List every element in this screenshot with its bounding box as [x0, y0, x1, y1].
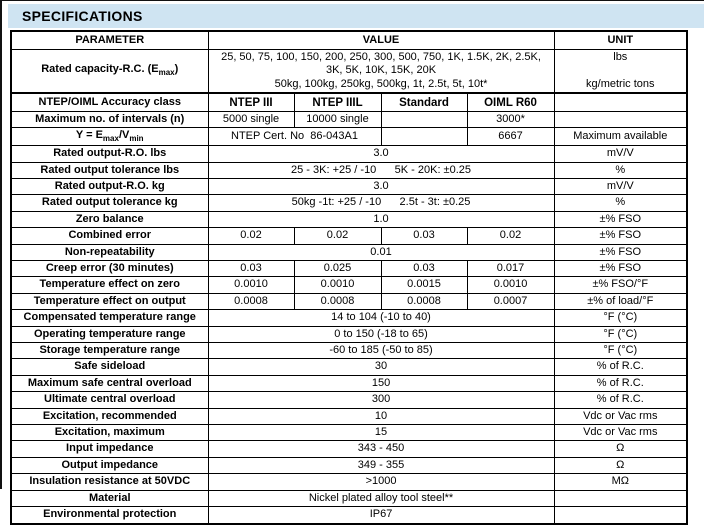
parameter-label-excitation-recommended: Excitation, recommended [11, 408, 208, 424]
unit-cell-excitation-maximum: Vdc or Vac rms [554, 425, 687, 441]
value-cell-safe-sideload: 30 [208, 359, 554, 375]
parameter-label-compensated-temp-range: Compensated temperature range [11, 310, 208, 326]
table-row-excitation-maximum [11, 425, 687, 441]
table-row-rated-output-tolerance-kg [11, 195, 687, 211]
table-row-combined-error [11, 228, 687, 244]
parameter-label-insulation-resistance: Insulation resistance at 50VDC [11, 474, 208, 490]
unit-cell-non-repeatability: ±% FSO [554, 244, 687, 260]
table-row-creep-error [11, 261, 687, 277]
value-cell-material: Nickel plated alloy tool steel** [208, 490, 554, 506]
parameter-label-input-impedance: Input impedance [11, 441, 208, 457]
column-header-value: VALUE [208, 31, 554, 49]
parameter-label-material: Material [11, 490, 208, 506]
value-cell-accuracy-class-1: NTEP III [208, 93, 294, 111]
unit-cell-storage-temp-range: °F (°C) [554, 343, 687, 359]
table-header-row [11, 31, 687, 49]
table-row-y-ratio [11, 128, 687, 146]
value-cell-insulation-resistance: >1000 [208, 474, 554, 490]
value-cell-max-intervals-4: 3000* [467, 111, 554, 127]
unit-cell-compensated-temp-range: °F (°C) [554, 310, 687, 326]
page-edge-line-top [0, 0, 704, 1]
unit-cell-input-impedance: Ω [554, 441, 687, 457]
value-cell-accuracy-class-4: OIML R60 [467, 93, 554, 111]
table-row-input-impedance [11, 441, 687, 457]
page-edge-line-left [0, 0, 2, 489]
table-row-temp-effect-zero [11, 277, 687, 293]
value-cell-temp-effect-output-2: 0.0008 [294, 293, 381, 309]
unit-cell-zero-balance: ±% FSO [554, 211, 687, 227]
table-row-non-repeatability [11, 244, 687, 260]
value-cell-combined-error-1: 0.02 [208, 228, 294, 244]
value-cell-combined-error-3: 0.03 [381, 228, 467, 244]
value-cell-creep-error-3: 0.03 [381, 261, 467, 277]
table-row-material [11, 490, 687, 506]
parameter-label-creep-error: Creep error (30 minutes) [11, 261, 208, 277]
table-row-accuracy-class [11, 93, 687, 111]
value-cell-input-impedance: 343 - 450 [208, 441, 554, 457]
parameter-label-environmental-protection: Environmental protection [11, 507, 208, 524]
table-row-safe-sideload [11, 359, 687, 375]
value-cell-temp-effect-zero-2: 0.0010 [294, 277, 381, 293]
value-cell-temp-effect-output-1: 0.0008 [208, 293, 294, 309]
table-row-zero-balance [11, 211, 687, 227]
table-row-ultimate-central-overload [11, 392, 687, 408]
unit-cell-material [554, 490, 687, 506]
unit-cell-ultimate-central-overload: % of R.C. [554, 392, 687, 408]
unit-cell-output-impedance: Ω [554, 457, 687, 473]
value-cell-max-safe-central-overload: 150 [208, 375, 554, 391]
value-cell-temp-effect-zero-1: 0.0010 [208, 277, 294, 293]
table-row-rated-output-tolerance-lbs [11, 162, 687, 178]
value-cell-accuracy-class-2: NTEP IIIL [294, 93, 381, 111]
parameter-label-accuracy-class: NTEP/OIML Accuracy class [11, 93, 208, 111]
table-row-max-safe-central-overload [11, 375, 687, 391]
unit-cell-y-ratio: Maximum available [554, 128, 687, 146]
parameter-label-zero-balance: Zero balance [11, 211, 208, 227]
unit-cell-environmental-protection [554, 507, 687, 524]
table-row-rated-capacity [11, 49, 687, 93]
table-row-insulation-resistance [11, 474, 687, 490]
value-cell-temp-effect-zero-3: 0.0015 [381, 277, 467, 293]
page-title: SPECIFICATIONS [22, 8, 143, 24]
unit-cell-rated-output-tolerance-kg: % [554, 195, 687, 211]
value-cell-rated-output-lbs: 3.0 [208, 146, 554, 162]
value-cell-accuracy-class-3: Standard [381, 93, 467, 111]
parameter-label-rated-output-kg: Rated output-R.O. kg [11, 178, 208, 194]
table-row-output-impedance [11, 457, 687, 473]
unit-cell-temp-effect-output: ±% of load/°F [554, 293, 687, 309]
column-header-unit: UNIT [554, 31, 687, 49]
unit-cell-max-intervals [554, 111, 687, 127]
unit-cell-rated-capacity: lbs kg/metric tons [554, 49, 687, 93]
value-cell-y-ratio-1: NTEP Cert. No 86-043A1 [208, 128, 381, 146]
parameter-label-rated-capacity: Rated capacity-R.C. $(E_{max})$ [11, 49, 208, 93]
column-header-parameter: PARAMETER [11, 31, 208, 49]
value-cell-max-intervals-1: 5000 single [208, 111, 294, 127]
parameter-label-non-repeatability: Non-repeatability [11, 244, 208, 260]
value-cell-combined-error-4: 0.02 [467, 228, 554, 244]
spec-table-body [11, 49, 687, 524]
parameter-label-rated-output-tolerance-kg: Rated output tolerance kg [11, 195, 208, 211]
value-cell-ultimate-central-overload: 300 [208, 392, 554, 408]
parameter-label-excitation-maximum: Excitation, maximum [11, 425, 208, 441]
table-row-rated-output-kg [11, 178, 687, 194]
parameter-label-max-safe-central-overload: Maximum safe central overload [11, 375, 208, 391]
parameter-label-operating-temp-range: Operating temperature range [11, 326, 208, 342]
unit-cell-excitation-recommended: Vdc or Vac rms [554, 408, 687, 424]
table-row-max-intervals [11, 111, 687, 127]
unit-cell-safe-sideload: % of R.C. [554, 359, 687, 375]
table-row-operating-temp-range [11, 326, 687, 342]
section-title-bar [8, 4, 704, 28]
value-cell-creep-error-4: 0.017 [467, 261, 554, 277]
table-row-storage-temp-range [11, 343, 687, 359]
value-cell-creep-error-1: 0.03 [208, 261, 294, 277]
value-cell-output-impedance: 349 - 355 [208, 457, 554, 473]
value-cell-excitation-maximum: 15 [208, 425, 554, 441]
unit-cell-rated-output-lbs: mV/V [554, 146, 687, 162]
table-row-environmental-protection [11, 507, 687, 524]
value-cell-rated-output-kg: 3.0 [208, 178, 554, 194]
value-cell-operating-temp-range: 0 to 150 (-18 to 65) [208, 326, 554, 342]
value-cell-combined-error-2: 0.02 [294, 228, 381, 244]
parameter-label-safe-sideload: Safe sideload [11, 359, 208, 375]
unit-cell-insulation-resistance: MΩ [554, 474, 687, 490]
parameter-label-y-ratio: $Y = E_{max}/V_{min}$ [11, 128, 208, 146]
unit-cell-creep-error: ±% FSO [554, 261, 687, 277]
value-cell-max-intervals-3 [381, 111, 467, 127]
parameter-label-storage-temp-range: Storage temperature range [11, 343, 208, 359]
parameter-label-max-intervals: Maximum no. of intervals (n) [11, 111, 208, 127]
unit-cell-rated-output-kg: mV/V [554, 178, 687, 194]
unit-cell-rated-output-tolerance-lbs: % [554, 162, 687, 178]
table-row-excitation-recommended [11, 408, 687, 424]
unit-cell-operating-temp-range: °F (°C) [554, 326, 687, 342]
value-cell-y-ratio-2 [381, 128, 467, 146]
parameter-label-output-impedance: Output impedance [11, 457, 208, 473]
table-row-rated-output-lbs [11, 146, 687, 162]
unit-cell-combined-error: ±% FSO [554, 228, 687, 244]
value-cell-temp-effect-zero-4: 0.0010 [467, 277, 554, 293]
parameter-label-temp-effect-zero: Temperature effect on zero [11, 277, 208, 293]
table-row-compensated-temp-range [11, 310, 687, 326]
value-cell-environmental-protection: IP67 [208, 507, 554, 524]
unit-cell-temp-effect-zero: ±% FSO/°F [554, 277, 687, 293]
value-cell-storage-temp-range: -60 to 185 (-50 to 85) [208, 343, 554, 359]
value-cell-temp-effect-output-4: 0.0007 [467, 293, 554, 309]
value-cell-rated-capacity: 25, 50, 75, 100, 150, 200, 250, 300, 500, 750, 1K, 1.5K, 2K, 2.5K, 3K, 5K, 10K, 15K, 20K 50kg, 100kg, 250kg, 500kg, 1t, 2.5t, 5t, 10t* [208, 49, 554, 93]
value-cell-compensated-temp-range: 14 to 104 (-10 to 40) [208, 310, 554, 326]
value-cell-excitation-recommended: 10 [208, 408, 554, 424]
value-cell-temp-effect-output-3: 0.0008 [381, 293, 467, 309]
value-cell-creep-error-2: 0.025 [294, 261, 381, 277]
value-cell-zero-balance: 1.0 [208, 211, 554, 227]
parameter-label-temp-effect-output: Temperature effect on output [11, 293, 208, 309]
parameter-label-rated-output-tolerance-lbs: Rated output tolerance lbs [11, 162, 208, 178]
specifications-table [10, 30, 688, 525]
value-cell-max-intervals-2: 10000 single [294, 111, 381, 127]
unit-cell-accuracy-class [554, 93, 687, 111]
unit-cell-max-safe-central-overload: % of R.C. [554, 375, 687, 391]
parameter-label-ultimate-central-overload: Ultimate central overload [11, 392, 208, 408]
parameter-label-combined-error: Combined error [11, 228, 208, 244]
value-cell-rated-output-tolerance-lbs: 25 - 3K: +25 / -10 5K - 20K: ±0.25 [208, 162, 554, 178]
value-cell-rated-output-tolerance-kg: 50kg -1t: +25 / -10 2.5t - 3t: ±0.25 [208, 195, 554, 211]
value-cell-y-ratio-3: 6667 [467, 128, 554, 146]
parameter-label-rated-output-lbs: Rated output-R.O. lbs [11, 146, 208, 162]
table-row-temp-effect-output [11, 293, 687, 309]
value-cell-non-repeatability: 0.01 [208, 244, 554, 260]
